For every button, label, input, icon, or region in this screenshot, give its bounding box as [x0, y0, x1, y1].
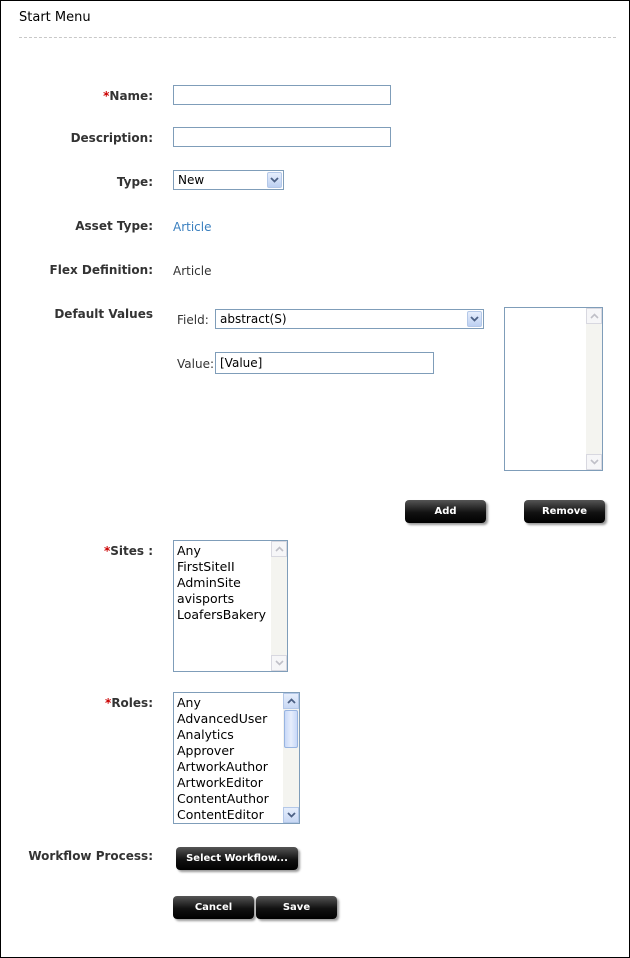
scroll-down-icon[interactable]: [283, 807, 299, 823]
field-select[interactable]: [215, 309, 484, 329]
type-label: Type:: [116, 175, 153, 189]
description-input[interactable]: [173, 127, 391, 147]
required-mark: *: [105, 696, 112, 710]
page-title: Start Menu: [19, 10, 91, 25]
list-item[interactable]: LoafersBakery: [177, 607, 267, 622]
list-item[interactable]: Any: [177, 543, 201, 558]
workflow-process-label: Workflow Process:: [28, 849, 153, 863]
cancel-button[interactable]: Cancel: [173, 896, 254, 919]
chevron-down-icon[interactable]: [267, 172, 282, 188]
field-label: Field:: [177, 313, 209, 327]
select-workflow-button[interactable]: Select Workflow...: [176, 847, 298, 870]
scroll-up-icon[interactable]: [586, 308, 602, 324]
scrollbar[interactable]: [283, 693, 299, 823]
list-item[interactable]: AdvancedUser: [177, 711, 268, 726]
roles-label-text: Roles:: [111, 696, 153, 710]
chevron-down-icon[interactable]: [467, 311, 482, 327]
asset-type-link[interactable]: Article: [173, 220, 212, 234]
scroll-down-icon[interactable]: [586, 454, 602, 470]
sites-listbox[interactable]: [173, 540, 288, 672]
field-selected-value: abstract(S): [220, 312, 287, 326]
flex-definition-label: Flex Definition:: [49, 263, 153, 277]
required-mark: *: [103, 89, 110, 103]
list-item[interactable]: ArtworkAuthor: [177, 759, 268, 774]
roles-listbox[interactable]: [173, 692, 300, 824]
list-item[interactable]: Approver: [177, 743, 235, 758]
scroll-up-icon[interactable]: [271, 541, 287, 557]
flex-definition-value: Article: [173, 264, 212, 278]
asset-type-label: Asset Type:: [75, 219, 153, 233]
scroll-down-icon[interactable]: [271, 655, 287, 671]
value-label: Value:: [177, 357, 214, 371]
list-item[interactable]: Any: [177, 695, 201, 710]
list-item[interactable]: ContentEditor: [177, 807, 264, 822]
default-values-listbox[interactable]: [504, 307, 603, 471]
list-item[interactable]: Analytics: [177, 727, 234, 742]
save-button[interactable]: Save: [256, 896, 337, 919]
remove-button[interactable]: Remove: [524, 500, 605, 523]
add-button[interactable]: Add: [405, 500, 486, 523]
scrollbar[interactable]: [271, 541, 287, 671]
required-mark: *: [103, 544, 111, 558]
scroll-up-icon[interactable]: [283, 693, 299, 709]
description-label: Description:: [70, 131, 153, 145]
scroll-thumb[interactable]: [284, 710, 298, 748]
list-item[interactable]: ContentAuthor: [177, 791, 269, 806]
list-item[interactable]: avisports: [177, 591, 235, 606]
default-values-label: Default Values: [54, 307, 153, 321]
sites-label-text: Sites :: [110, 544, 153, 558]
list-item[interactable]: ArtworkEditor: [177, 775, 263, 790]
sites-label: [104, 544, 153, 558]
type-selected-value: New: [178, 173, 205, 187]
value-input[interactable]: [215, 352, 434, 374]
name-input[interactable]: [173, 85, 391, 105]
roles-label: [105, 696, 153, 710]
list-item[interactable]: AdminSite: [177, 575, 241, 590]
scrollbar[interactable]: [586, 308, 602, 470]
list-item[interactable]: FirstSiteII: [177, 559, 235, 574]
name-label: [103, 89, 153, 103]
name-label-text: Name:: [109, 89, 153, 103]
title-divider: [19, 37, 616, 38]
type-select[interactable]: [173, 170, 284, 190]
